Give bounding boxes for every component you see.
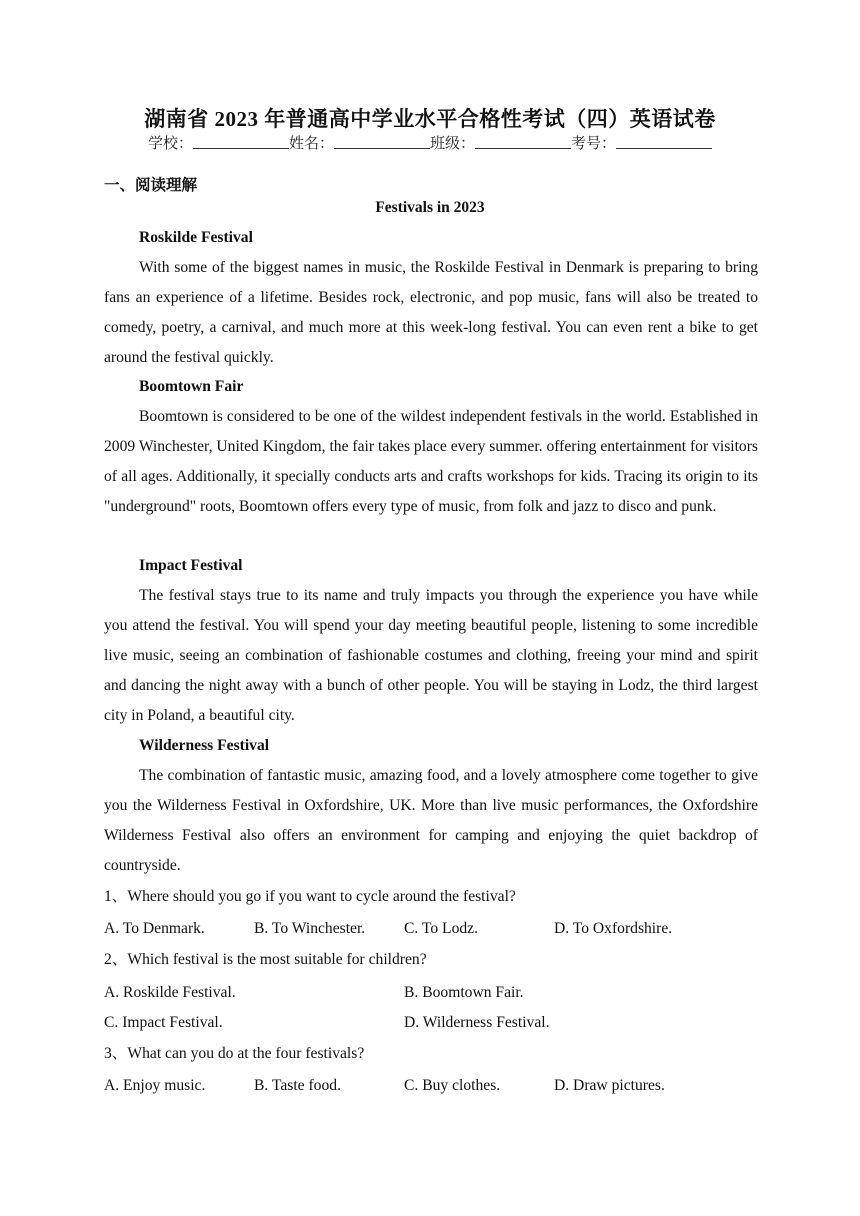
question-1-option-a[interactable]: A. To Denmark. xyxy=(104,920,205,937)
exam-number-label: 考号： xyxy=(571,136,617,152)
exam-number-field xyxy=(571,134,712,154)
question-3-stem: 3、What can you do at the four festivals? xyxy=(104,1045,365,1062)
festival-paragraph-roskilde xyxy=(104,253,758,373)
question-1-option-d[interactable]: D. To Oxfordshire. xyxy=(554,920,673,937)
exam-number-blank xyxy=(616,134,712,149)
festival-heading-wilderness: Wilderness Festival xyxy=(139,737,270,754)
question-3-option-c[interactable]: C. Buy clothes. xyxy=(404,1077,501,1094)
festival-paragraph-impact xyxy=(104,581,758,731)
question-3-option-b[interactable]: B. Taste food. xyxy=(254,1077,341,1094)
question-2-option-d[interactable]: D. Wilderness Festival. xyxy=(404,1014,550,1031)
festival-heading-impact: Impact Festival xyxy=(139,557,243,574)
section-heading: 一、阅读理解 xyxy=(104,177,198,194)
student-info-line xyxy=(0,134,860,154)
class-label: 班级： xyxy=(430,136,476,152)
class-blank xyxy=(475,134,571,149)
question-1-stem: 1、Where should you go if you want to cycle around the festival? xyxy=(104,888,516,905)
school-field xyxy=(148,134,289,154)
festival-paragraph-wilderness xyxy=(104,761,758,881)
festival-paragraph-boomtown xyxy=(104,402,758,522)
paragraph-text: Boomtown is considered to be one of the wildest independent festivals in the world. Established in 2009 Winchester, United Kingdom, the fair takes place every summer. offering entertainment for visitors of all ages. Additionally, it specially conducts arts and crafts workshops for kids. Tracing its origin to its "underground" roots, Boomtown offers every type of music, from folk and jazz to disco and punk. xyxy=(104,408,758,515)
question-3-option-d[interactable]: D. Draw pictures. xyxy=(554,1077,665,1094)
festival-heading-boomtown: Boomtown Fair xyxy=(139,378,244,395)
passage-title: Festivals in 2023 xyxy=(375,199,485,216)
question-2-stem: 2、Which festival is the most suitable for children? xyxy=(104,951,427,968)
question-1-option-c[interactable]: C. To Lodz. xyxy=(404,920,478,937)
name-blank xyxy=(334,134,430,149)
question-3-option-a[interactable]: A. Enjoy music. xyxy=(104,1077,206,1094)
paragraph-text: With some of the biggest names in music, the Roskilde Festival in Denmark is preparing to bring fans an experience of a lifetime. Besides rock, electronic, and pop music, fans will also be treated to comedy, poetry, a carnival, and much more at this week-long festival. You can even rent a bike to get around the festival quickly. xyxy=(104,259,758,366)
class-field xyxy=(430,134,571,154)
question-2-option-a[interactable]: A. Roskilde Festival. xyxy=(104,984,236,1001)
question-1-option-b[interactable]: B. To Winchester. xyxy=(254,920,366,937)
exam-title: 湖南省 2023 年普通高中学业水平合格性考试（四）英语试卷 xyxy=(144,107,716,131)
question-2-option-b[interactable]: B. Boomtown Fair. xyxy=(404,984,524,1001)
name-field xyxy=(289,134,430,154)
paragraph-text: The combination of fantastic music, amazing food, and a lovely atmosphere come together to give you the Wilderness Festival in Oxfordshire, UK. More than live music performances, the Oxfordshire Wilderness Festival also offers an environment for camping and enjoying the quiet backdrop of countryside. xyxy=(104,767,758,874)
paragraph-text: The festival stays true to its name and truly impacts you through the experience you have while you attend the festival. You will spend your day meeting beautiful people, listening to some incredible live music, seeing an combination of fashionable costumes and clothing, freeing your mind and spirit and dancing the night away with a bunch of other people. You will be staying in Lodz, the third largest city in Poland, a beautiful city. xyxy=(104,587,758,724)
school-label: 学校： xyxy=(147,136,193,152)
name-label: 姓名： xyxy=(288,136,334,152)
school-blank xyxy=(193,134,289,149)
question-2-option-c[interactable]: C. Impact Festival. xyxy=(104,1014,223,1031)
festival-heading-roskilde: Roskilde Festival xyxy=(139,229,253,246)
